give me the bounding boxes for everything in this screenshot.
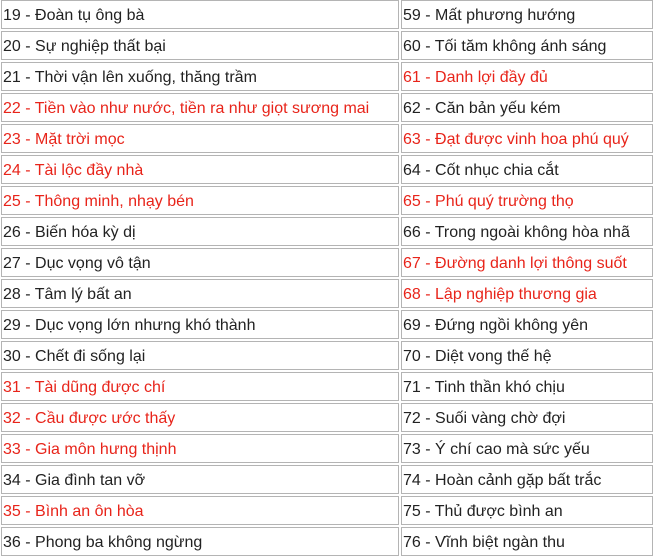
table-cell-left: 32 - Cầu được ước thấy <box>1 403 399 432</box>
table-cell-right: 60 - Tối tăm không ánh sáng <box>401 31 653 60</box>
table-cell-right: 61 - Danh lợi đầy đủ <box>401 62 653 91</box>
table-cell-right: 65 - Phú quý trường thọ <box>401 186 653 215</box>
table-row <box>1 434 653 463</box>
table-cell-right: 68 - Lập nghiệp thương gia <box>401 279 653 308</box>
table-row <box>1 310 653 339</box>
table-row <box>1 372 653 401</box>
table-cell-left: 20 - Sự nghiệp thất bại <box>1 31 399 60</box>
table-row <box>1 217 653 246</box>
table-cell-right: 72 - Suối vàng chờ đợi <box>401 403 653 432</box>
table-cell-right: 76 - Vĩnh biệt ngàn thu <box>401 527 653 556</box>
table-row <box>1 341 653 370</box>
table-row <box>1 62 653 91</box>
table-cell-left: 22 - Tiền vào như nước, tiền ra như giọt sương mai <box>1 93 399 122</box>
table-cell-right: 62 - Căn bản yếu kém <box>401 93 653 122</box>
table-cell-left: 25 - Thông minh, nhạy bén <box>1 186 399 215</box>
table-row <box>1 124 653 153</box>
table-row <box>1 279 653 308</box>
table-cell-right: 64 - Cốt nhục chia cắt <box>401 155 653 184</box>
table-cell-left: 21 - Thời vận lên xuống, thăng trầm <box>1 62 399 91</box>
table-cell-right: 74 - Hoàn cảnh gặp bất trắc <box>401 465 653 494</box>
table-row <box>1 248 653 277</box>
table-cell-left: 31 - Tài dũng được chí <box>1 372 399 401</box>
table-cell-right: 75 - Thủ được bình an <box>401 496 653 525</box>
table-cell-right: 59 - Mất phương hướng <box>401 0 653 29</box>
table-cell-right: 67 - Đường danh lợi thông suốt <box>401 248 653 277</box>
table-row <box>1 0 653 29</box>
table-row <box>1 527 653 556</box>
table-cell-right: 66 - Trong ngoài không hòa nhã <box>401 217 653 246</box>
table-cell-left: 26 - Biến hóa kỳ dị <box>1 217 399 246</box>
table-cell-left: 23 - Mặt trời mọc <box>1 124 399 153</box>
table-row <box>1 465 653 494</box>
table-cell-left: 19 - Đoàn tụ ông bà <box>1 0 399 29</box>
table-row <box>1 31 653 60</box>
table-row <box>1 186 653 215</box>
table-cell-left: 27 - Dục vọng vô tận <box>1 248 399 277</box>
table-cell-left: 35 - Bình an ôn hòa <box>1 496 399 525</box>
table-body <box>1 0 653 556</box>
table-cell-left: 36 - Phong ba không ngừng <box>1 527 399 556</box>
table-row <box>1 496 653 525</box>
table-cell-right: 63 - Đạt được vinh hoa phú quý <box>401 124 653 153</box>
table-cell-left: 33 - Gia môn hưng thịnh <box>1 434 399 463</box>
table-cell-right: 73 - Ý chí cao mà sức yếu <box>401 434 653 463</box>
table-cell-right: 71 - Tinh thần khó chịu <box>401 372 653 401</box>
table-cell-left: 28 - Tâm lý bất an <box>1 279 399 308</box>
table-row <box>1 155 653 184</box>
table-cell-right: 69 - Đứng ngồi không yên <box>401 310 653 339</box>
table-cell-left: 34 - Gia đình tan vỡ <box>1 465 399 494</box>
table-cell-left: 24 - Tài lộc đầy nhà <box>1 155 399 184</box>
table-row <box>1 93 653 122</box>
table-cell-left: 29 - Dục vọng lớn nhưng khó thành <box>1 310 399 339</box>
table-cell-right: 70 - Diệt vong thế hệ <box>401 341 653 370</box>
table-row <box>1 403 653 432</box>
table-cell-left: 30 - Chết đi sống lại <box>1 341 399 370</box>
